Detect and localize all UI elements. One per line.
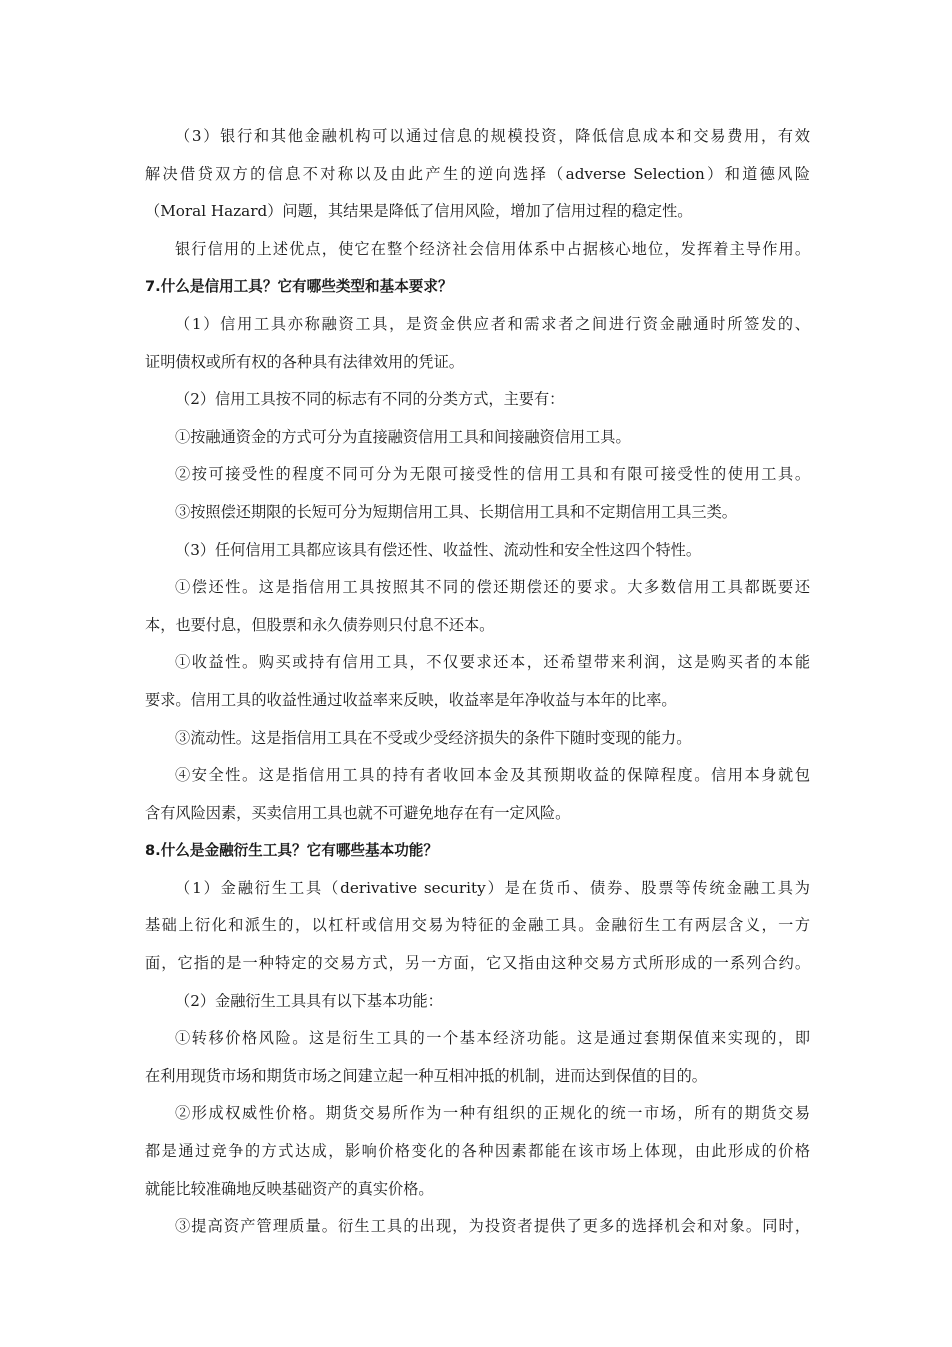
- list-item: ②形成权威性价格。期货交易所作为一种有组织的正规化的统一市场，所有的期货交易: [175, 1104, 810, 1123]
- paragraph-line: 本，也要付息，但股票和永久债券则只付息不还本。: [145, 615, 495, 634]
- paragraph-line: （2）金融衍生工具具有以下基本功能：: [175, 991, 443, 1010]
- list-item: ②按可接受性的程度不同可分为无限可接受性的信用工具和有限可接受性的使用工具。: [175, 465, 810, 484]
- paragraph-line: （Moral Hazard）问题，其结果是降低了信用风险，增加了信用过程的稳定性。: [145, 202, 693, 221]
- paragraph-line: 面，它指的是一种特定的交易方式，另一方面，它又指由这种交易方式所形成的一系列合约。: [145, 954, 810, 973]
- list-item: ④安全性。这是指信用工具的持有者收回本金及其预期收益的保障程度。信用本身就包: [175, 766, 810, 785]
- list-item: ③流动性。这是指信用工具在不受或少受经济损失的条件下随时变现的能力。: [175, 728, 692, 747]
- paragraph-line: 解决借贷双方的信息不对称以及由此产生的逆向选择（adverse Selection）和道德风险: [145, 164, 810, 183]
- paragraph-line: （2）信用工具按不同的标志有不同的分类方式，主要有：: [175, 390, 565, 409]
- paragraph-line: 基础上衍化和派生的，以杠杆或信用交易为特征的金融工具。金融衍生工有两层含义，一方: [145, 916, 810, 935]
- paragraph-line: （1）信用工具亦称融资工具，是资金供应者和需求者之间进行资金融通时所签发的、: [175, 314, 810, 333]
- paragraph-line: （3）银行和其他金融机构可以通过信息的规模投资，降低信息成本和交易费用，有效: [175, 127, 810, 145]
- paragraph-line: （3）任何信用工具都应该具有偿还性、收益性、流动性和安全性这四个特性。: [175, 540, 702, 559]
- paragraph-line: 就能比较准确地反映基础资产的真实价格。: [145, 1179, 434, 1198]
- paragraph-line: 都是通过竞争的方式达成，影响价格变化的各种因素都能在该市场上体现，由此形成的价格: [145, 1142, 810, 1161]
- paragraph-line: 在利用现货市场和期货市场之间建立起一种互相冲抵的机制，进而达到保值的目的。: [145, 1066, 707, 1085]
- document-page: [145, 118, 810, 1246]
- paragraph-line: 银行信用的上述优点，使它在整个经济社会信用体系中占据核心地位，发挥着主导作用。: [175, 239, 810, 258]
- list-item: ①收益性。购买或持有信用工具，不仅要求还本，还希望带来利润，这是购买者的本能: [175, 653, 810, 672]
- list-item: ③按照偿还期限的长短可分为短期信用工具、长期信用工具和不定期信用工具三类。: [175, 502, 737, 521]
- section-heading: 7.什么是信用工具？它有哪些类型和基本要求？: [145, 278, 453, 296]
- paragraph-line: 要求。信用工具的收益性通过收益率来反映，收益率是年净收益与本年的比率。: [145, 690, 677, 709]
- list-item: ③提高资产管理质量。衍生工具的出现，为投资者提供了更多的选择机会和对象。同时，: [175, 1217, 810, 1236]
- paragraph-line: 含有风险因素，买卖信用工具也就不可避免地存在有一定风险。: [145, 803, 571, 822]
- list-item: ①转移价格风险。这是衍生工具的一个基本经济功能。这是通过套期保值来实现的，即: [175, 1029, 810, 1048]
- paragraph-line: （1）金融衍生工具（derivative security）是在货币、债券、股票等传统金融工具为: [175, 878, 810, 897]
- list-item: ①按融通资金的方式可分为直接融资信用工具和间接融资信用工具。: [175, 427, 631, 446]
- section-heading: 8.什么是金融衍生工具？它有哪些基本功能？: [145, 842, 438, 860]
- list-item: ①偿还性。这是指信用工具按照其不同的偿还期偿还的要求。大多数信用工具都既要还: [175, 578, 810, 597]
- paragraph-line: 证明债权或所有权的各种具有法律效用的凭证。: [145, 352, 464, 371]
